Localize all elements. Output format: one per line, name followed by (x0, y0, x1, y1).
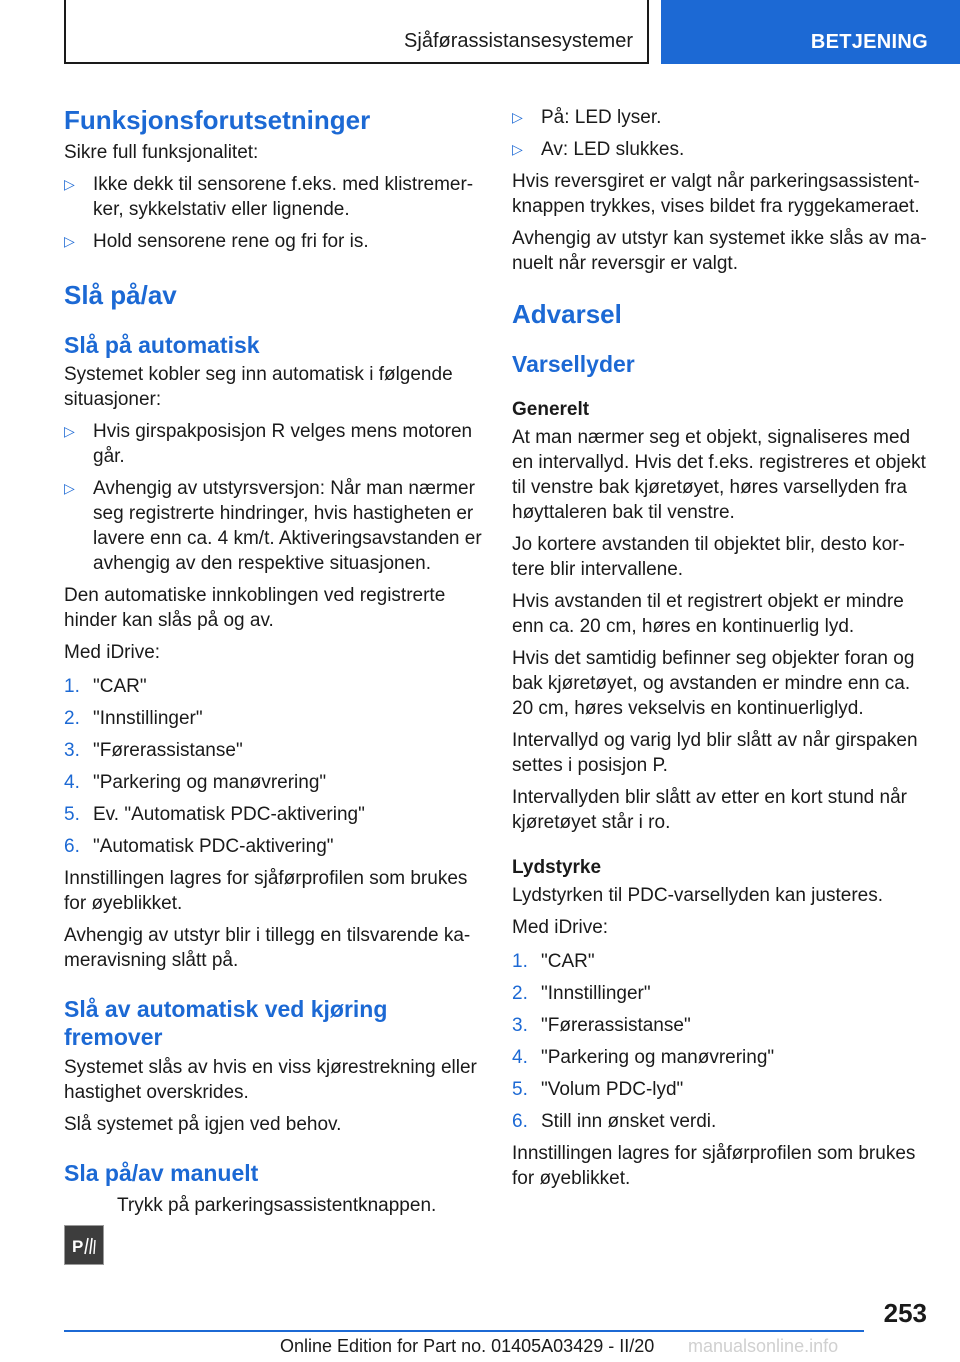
list-item: ▷ Ikke dekk til sensorene f.eks. med klistremer-ker, sykkelstativ eller lignende. (64, 174, 474, 220)
bullet-list (64, 172, 484, 254)
heading-slaa-paa-automatisk: Slå på automatisk (64, 332, 260, 358)
right-column (512, 100, 932, 1191)
triangle-icon: ▷ (64, 480, 75, 496)
list-item: 5. "Volum PDC-lyd" (512, 1079, 684, 1100)
heading-slaa-av-automatisk: Slå av automatisk ved kjøring fremover (64, 996, 388, 1050)
paragraph: Systemet kobler seg inn automatisk i følgende situasjoner: (64, 364, 453, 410)
header-section-box (661, 0, 960, 64)
triangle-icon: ▷ (64, 423, 75, 439)
bullet-list (64, 419, 484, 576)
parking-assistant-icon (64, 1225, 104, 1265)
list-item: 1. "CAR" (64, 676, 147, 697)
list-item: ▷ Hvis girspakposisjon R velges mens motoren går. (64, 421, 473, 467)
list-item: ▷ Av: LED slukkes. (512, 139, 685, 160)
footer-divider (64, 1330, 864, 1332)
paragraph: Intervallyd og varig lyd blir slått av når girspaken settes i posisjon P. (512, 730, 918, 776)
list-item: 3. "Førerassistanse" (64, 740, 243, 761)
paragraph: Sikre full funksjonalitet: (64, 142, 259, 163)
list-item: 4. "Parkering og manøvrering" (64, 772, 327, 793)
list-item: ▷ På: LED lyser. (512, 107, 662, 128)
list-item: 6. "Automatisk PDC-aktivering" (64, 836, 334, 857)
heading-advarsel: Advarsel (512, 299, 622, 329)
paragraph: Med iDrive: (512, 917, 609, 938)
section-title: BETJENING (810, 31, 928, 53)
list-item: 2. "Innstillinger" (512, 983, 651, 1004)
list-item: 3. "Førerassistanse" (512, 1015, 691, 1036)
paragraph: Systemet slås av hvis en viss kjørestrekning eller hastighet overskrides. (64, 1057, 477, 1103)
svg-text:P: P (72, 1237, 84, 1256)
paragraph: Hvis avstanden til et registrert objekt er mindre enn ca. 20 cm, høres en kontinuerlig lyd. (512, 591, 904, 637)
heading-lydstyrke: Lydstyrke (512, 857, 602, 878)
numbered-list (64, 674, 484, 859)
heading-slaa-paa-av: Slå på/av (64, 280, 177, 310)
list-item: 4. "Parkering og manøvrering" (512, 1047, 775, 1068)
paragraph: At man nærmer seg et objekt, signaliseres med en intervallyd. Hvis det f.eks. registreres et objekt til venstre bak kjøretøyet, høres varsellyden fra høyttaleren bak til venstre. (512, 427, 926, 523)
paragraph: Avhengig av utstyr kan systemet ikke slås av ma-nuelt når reversgir er valgt. (512, 228, 927, 274)
parking-assistant-glyph (65, 1226, 103, 1264)
edition-text: Online Edition for Part no. 01405A03429 - II/20 (280, 1336, 655, 1356)
paragraph: Slå systemet på igjen ved behov. (64, 1114, 342, 1135)
header-chapter-box (64, 0, 649, 64)
paragraph: Lydstyrken til PDC-varsellyden kan justeres. (512, 885, 883, 906)
list-item: 2. "Innstillinger" (64, 708, 203, 729)
triangle-icon: ▷ (512, 141, 523, 157)
triangle-icon: ▷ (512, 109, 523, 125)
paragraph: Den automatiske innkoblingen ved registrerte hinder kan slås på og av. (64, 585, 446, 631)
watermark: manualsonline.info (688, 1336, 839, 1356)
bullet-list (512, 105, 932, 162)
heading-manuelt: Sla på/av manuelt (64, 1160, 259, 1186)
chapter-title: Sjåførassistansesystemer (404, 30, 633, 52)
paragraph: Jo kortere avstanden til objektet blir, desto kor-tere blir intervallene. (512, 534, 905, 580)
heading-varsellyder: Varsellyder (512, 351, 635, 377)
triangle-icon: ▷ (64, 233, 75, 249)
paragraph: Med iDrive: (64, 642, 161, 663)
numbered-list (512, 949, 932, 1134)
list-item: 6. Still inn ønsket verdi. (512, 1111, 717, 1132)
left-column (64, 100, 484, 1218)
triangle-icon: ▷ (64, 176, 75, 192)
heading-funksjonsforutsetninger: Funksjonsforutsetninger (64, 105, 371, 135)
list-item: 1. "CAR" (512, 951, 595, 972)
list-item: ▷ Avhengig av utstyrsversjon: Når man nærmer seg registrerte hindringer, hvis hastigheten er lavere enn ca. 4 km/t. Aktiveringsavstanden er avhengig av den respektive situasjonen. (64, 478, 482, 574)
paragraph: Hvis reversgiret er valgt når parkeringsassistent-knappen trykkes, vises bildet fra ryggekameraet. (512, 171, 920, 217)
page-number: 253 (883, 1298, 927, 1328)
list-item: 5. Ev. "Automatisk PDC-aktivering" (64, 804, 365, 825)
paragraph: Innstillingen lagres for sjåførprofilen som brukes for øyeblikket. (512, 1143, 916, 1189)
paragraph: Avhengig av utstyr blir i tillegg en tilsvarende ka-meravisning slått på. (64, 925, 471, 971)
list-item: ▷ Hold sensorene rene og fri for is. (64, 231, 369, 252)
heading-generelt: Generelt (512, 399, 590, 420)
paragraph: Intervallyden blir slått av etter en kort stund når kjøretøyet står i ro. (512, 787, 907, 833)
paragraph: Hvis det samtidig befinner seg objekter foran og bak kjøretøyet, og avstanden er mindre enn ca. 20 cm, høres vekselvis en kontinuerliglyd. (512, 648, 915, 719)
paragraph: Innstillingen lagres for sjåførprofilen som brukes for øyeblikket. (64, 868, 468, 914)
paragraph: Trykk på parkeringsassistentknappen. (117, 1195, 437, 1216)
